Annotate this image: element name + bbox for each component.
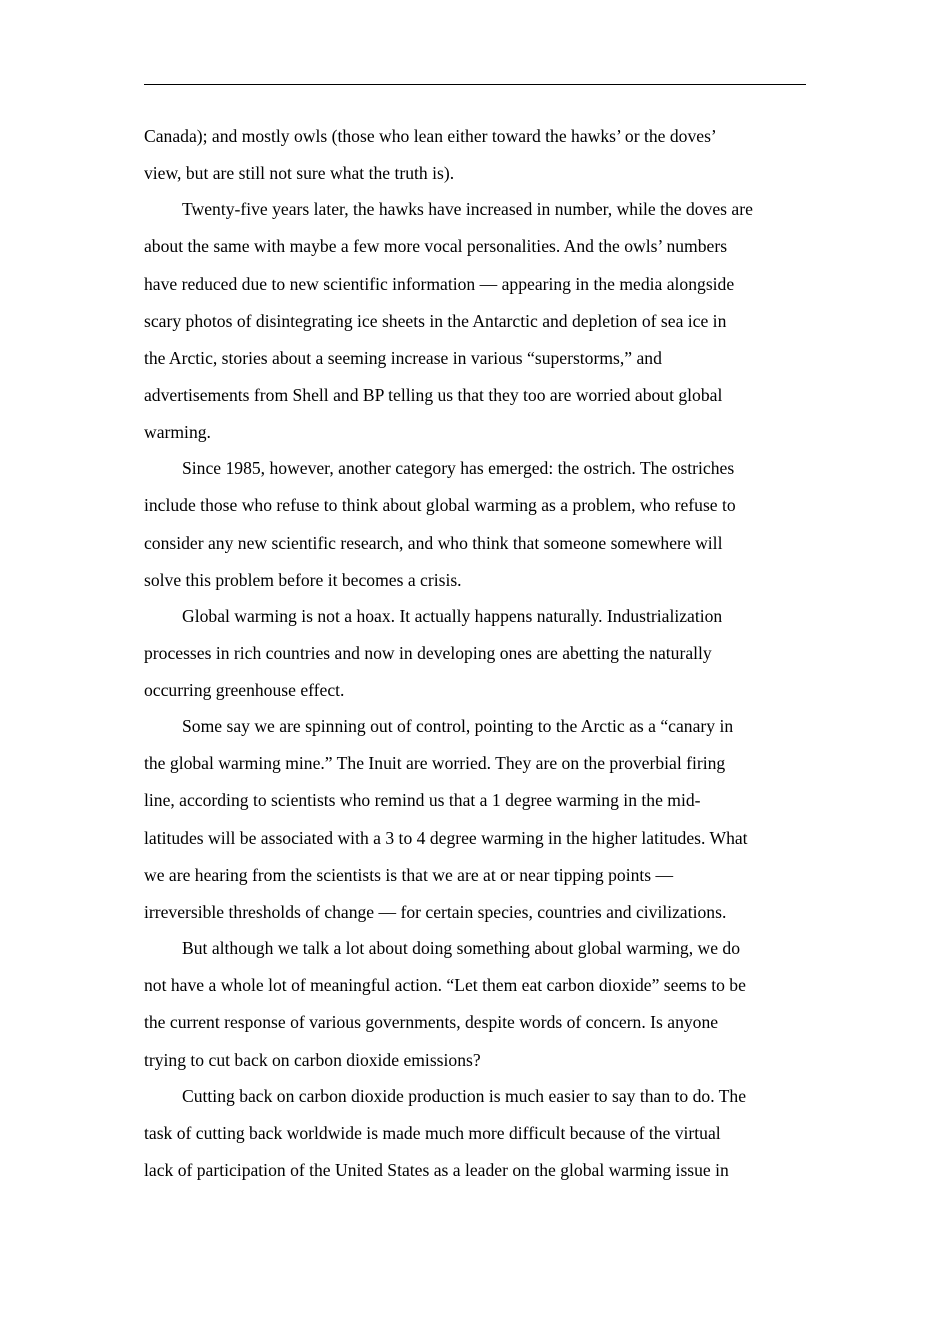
header-rule [144,84,806,85]
text-line: Cutting back on carbon dioxide production is much easier to say than to do. The [182,1085,747,1106]
paragraph [144,930,808,1079]
text-line: the global warming mine.” The Inuit are worried. They are on the proverbial firing [144,753,726,774]
text-line: line, according to scientists who remind us that a 1 degree warming in the mid- [144,790,701,811]
text-line: Some say we are spinning out of control, pointing to the Arctic as a “canary in [182,716,734,737]
paragraph [144,1078,808,1190]
text-line: task of cutting back worldwide is made much more difficult because of the virtual [144,1122,721,1143]
text-line: we are hearing from the scientists is that we are at or near tipping points — [144,864,674,885]
paragraph [144,118,808,192]
document-body [144,118,808,1189]
text-line: the current response of various governments, despite words of concern. Is anyone [144,1012,719,1033]
text-line: view, but are still not sure what the truth is). [144,163,455,184]
text-line: trying to cut back on carbon dioxide emissions? [144,1049,481,1070]
text-line: not have a whole lot of meaningful action. “Let them eat carbon dioxide” seems to be [144,975,746,996]
text-line: irreversible thresholds of change — for certain species, countries and civilizations. [144,902,727,923]
text-line: occurring greenhouse effect. [144,680,345,701]
paragraph [144,191,808,451]
text-line: the Arctic, stories about a seeming increase in various “superstorms,” and [144,347,662,368]
text-line: solve this problem before it becomes a crisis. [144,569,462,590]
text-line: latitudes will be associated with a 3 to 4 degree warming in the higher latitudes. What [144,827,748,848]
text-line: Twenty-five years later, the hawks have increased in number, while the doves are [182,199,753,220]
text-line: warming. [144,422,211,443]
text-line: scary photos of disintegrating ice sheets in the Antarctic and depletion of sea ice in [144,310,727,331]
text-line: advertisements from Shell and BP telling us that they too are worried about global [144,385,723,406]
text-line: lack of participation of the United States as a leader on the global warming issue in [144,1159,729,1180]
text-line: Since 1985, however, another category has emerged: the ostrich. The ostriches [182,458,735,479]
text-line: processes in rich countries and now in developing ones are abetting the naturally [144,642,712,663]
text-line: Canada); and mostly owls (those who lean either toward the hawks’ or the doves’ [144,126,717,146]
text-line: about the same with maybe a few more vocal personalities. And the owls’ numbers [144,236,728,257]
paragraph [144,450,808,599]
paragraph [144,598,808,710]
text-line: consider any new scientific research, and who think that someone somewhere will [144,532,723,553]
text-line: have reduced due to new scientific information — appearing in the media alongside [144,273,735,294]
paragraph [144,708,808,931]
text-line: include those who refuse to think about global warming as a problem, who refuse to [144,495,736,516]
text-line: Global warming is not a hoax. It actually happens naturally. Industrialization [182,605,723,626]
text-line: But although we talk a lot about doing something about global warming, we do [182,937,741,958]
